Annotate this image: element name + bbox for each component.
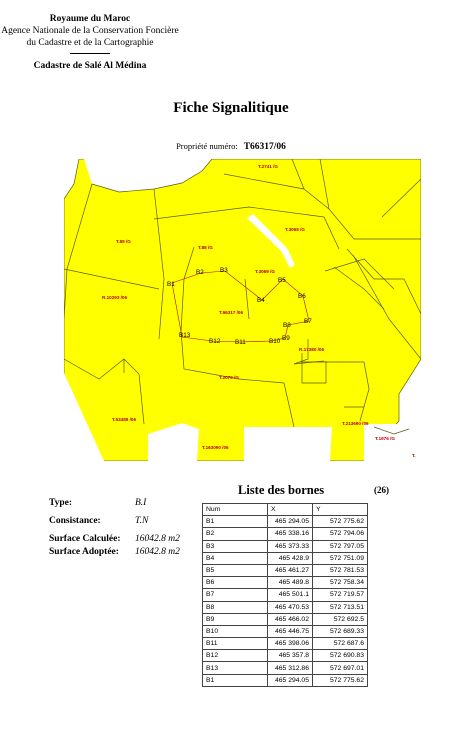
- borne-x: 465 466.02: [268, 613, 313, 625]
- borne-label: B11: [235, 339, 246, 346]
- borne-label: B1: [167, 281, 175, 288]
- bornes-count: (26): [374, 485, 389, 495]
- borne-x: 465 357.8: [268, 650, 313, 662]
- table-row: [203, 601, 368, 613]
- borne-y: 572 794.06: [313, 528, 368, 540]
- parcel-label: T.213690 /06: [342, 421, 369, 426]
- property-value: 16042.8 m2: [135, 547, 180, 557]
- borne-num: B1: [203, 516, 268, 528]
- white-strip-right: [364, 424, 409, 461]
- property-number-line: [0, 141, 462, 152]
- parcel-label: T.53489 /06: [112, 417, 137, 422]
- parcel-label: T.2741 /G: [258, 164, 278, 169]
- borne-label: B9: [282, 335, 290, 342]
- borne-y: 572 781.53: [313, 564, 368, 576]
- table-row: [203, 662, 368, 674]
- borne-x: 465 294.05: [268, 674, 313, 686]
- bornes-table: [202, 503, 368, 687]
- parcel-label: T.163090 /06: [202, 445, 229, 450]
- borne-x: 465 446.75: [268, 625, 313, 637]
- cadastral-map: [64, 159, 421, 461]
- parcel-label: R.10293 /06: [102, 295, 128, 300]
- kingdom-name: Royaume du Maroc: [49, 14, 131, 24]
- property-row-type: [49, 498, 146, 508]
- borne-x: 465 461.27: [268, 564, 313, 576]
- borne-num: B4: [203, 552, 268, 564]
- table-row: [203, 552, 368, 564]
- table-row: [203, 540, 368, 552]
- table-header-row: [203, 504, 368, 516]
- borne-y: 572 775.62: [313, 516, 368, 528]
- borne-x: 465 501.1: [268, 589, 313, 601]
- borne-y: 572 689.33: [313, 625, 368, 637]
- property-label: Surface Adoptée:: [49, 547, 119, 557]
- borne-num: B6: [203, 577, 268, 589]
- borne-x: 465 312.86: [268, 662, 313, 674]
- table-row: [203, 650, 368, 662]
- borne-label: B3: [220, 267, 228, 274]
- borne-label: B10: [269, 338, 281, 345]
- property-label: Surface Calculée:: [49, 534, 121, 544]
- borne-label: B12: [209, 338, 221, 345]
- property-value: B.I: [135, 498, 147, 508]
- column-header-y: Y: [313, 504, 368, 516]
- bornes-list-title: Liste des bornes: [238, 483, 325, 497]
- table-row: [203, 528, 368, 540]
- borne-num: B11: [203, 638, 268, 650]
- borne-label: B5: [278, 277, 286, 284]
- agency-subtitle: du Cadastre et de la Cartographie: [26, 38, 154, 48]
- borne-x: 465 338.16: [268, 528, 313, 540]
- borne-x: 465 428.9: [268, 552, 313, 564]
- table-row: [203, 625, 368, 637]
- parcel-label: T.: [412, 453, 416, 458]
- parcel-label: T.3069 /G: [255, 269, 275, 274]
- parcel-label: T.89 /G: [116, 239, 131, 244]
- column-header-x: X: [268, 504, 313, 516]
- borne-x: 465 398.06: [268, 638, 313, 650]
- column-header-num: Num: [203, 504, 268, 516]
- cadastre-name: Cadastre de Salé Al Médina: [33, 61, 147, 71]
- borne-y: 572 719.57: [313, 589, 368, 601]
- property-value: T.N: [135, 516, 149, 526]
- table-row: [203, 589, 368, 601]
- property-value: 16042.8 m2: [135, 534, 180, 544]
- borne-y: 572 692.5: [313, 613, 368, 625]
- borne-num: B5: [203, 564, 268, 576]
- header-divider: [70, 53, 110, 54]
- borne-num: B13: [203, 662, 268, 674]
- borne-num: B7: [203, 589, 268, 601]
- borne-num: B3: [203, 540, 268, 552]
- borne-y: 572 713.51: [313, 601, 368, 613]
- property-row-consistance: [49, 516, 148, 526]
- borne-num: B1: [203, 674, 268, 686]
- borne-x: 465 489.8: [268, 577, 313, 589]
- white-gap-bottom-right: [244, 427, 332, 461]
- borne-x: 465 373.33: [268, 540, 313, 552]
- table-row: [203, 564, 368, 576]
- borne-num: B10: [203, 625, 268, 637]
- borne-y: 572 775.62: [313, 674, 368, 686]
- borne-y: 572 690.83: [313, 650, 368, 662]
- property-label: Type:: [49, 498, 73, 508]
- borne-num: B2: [203, 528, 268, 540]
- borne-label: B6: [298, 293, 306, 300]
- borne-x: 465 294.05: [268, 516, 313, 528]
- agency-name: Agence Nationale de la Conservation Foncière: [1, 26, 179, 36]
- borne-y: 572 758.34: [313, 577, 368, 589]
- borne-label: B2: [196, 269, 204, 276]
- parcel-label: R.17380 /06: [299, 347, 325, 352]
- parcel-label: T.66317 /06: [219, 310, 244, 315]
- page-title: Fiche Signalitique: [173, 100, 289, 116]
- property-number: T66317/06: [243, 142, 286, 152]
- bornes-table-body: [203, 516, 368, 687]
- borne-num: B12: [203, 650, 268, 662]
- table-row: [203, 577, 368, 589]
- borne-y: 572 751.09: [313, 552, 368, 564]
- borne-num: B8: [203, 601, 268, 613]
- borne-num: B9: [203, 613, 268, 625]
- borne-x: 465 470.53: [268, 601, 313, 613]
- property-number-label: Propriété numéro:: [176, 141, 238, 151]
- borne-y: 572 797.05: [313, 540, 368, 552]
- property-row-surface-adoptee: [49, 547, 180, 557]
- borne-label: B7: [304, 318, 312, 325]
- parcel-label: T.2079 /G: [219, 375, 239, 380]
- property-row-surface-calculee: [49, 534, 180, 544]
- map-svg: [64, 159, 421, 461]
- borne-label: B13: [179, 332, 191, 339]
- agency-header: [0, 13, 180, 49]
- parcel-label: T.3068 /G: [285, 227, 305, 232]
- table-row: [203, 674, 368, 686]
- borne-label: B4: [257, 297, 265, 304]
- table-row: [203, 516, 368, 528]
- parcel-label: T.88 /G: [198, 245, 213, 250]
- borne-label: B8: [283, 322, 291, 329]
- borne-y: 572 697.01: [313, 662, 368, 674]
- property-label: Consistance:: [49, 516, 101, 526]
- table-row: [203, 638, 368, 650]
- borne-y: 572 687.6: [313, 638, 368, 650]
- table-row: [203, 613, 368, 625]
- parcel-label: T.1976 /G: [375, 436, 395, 441]
